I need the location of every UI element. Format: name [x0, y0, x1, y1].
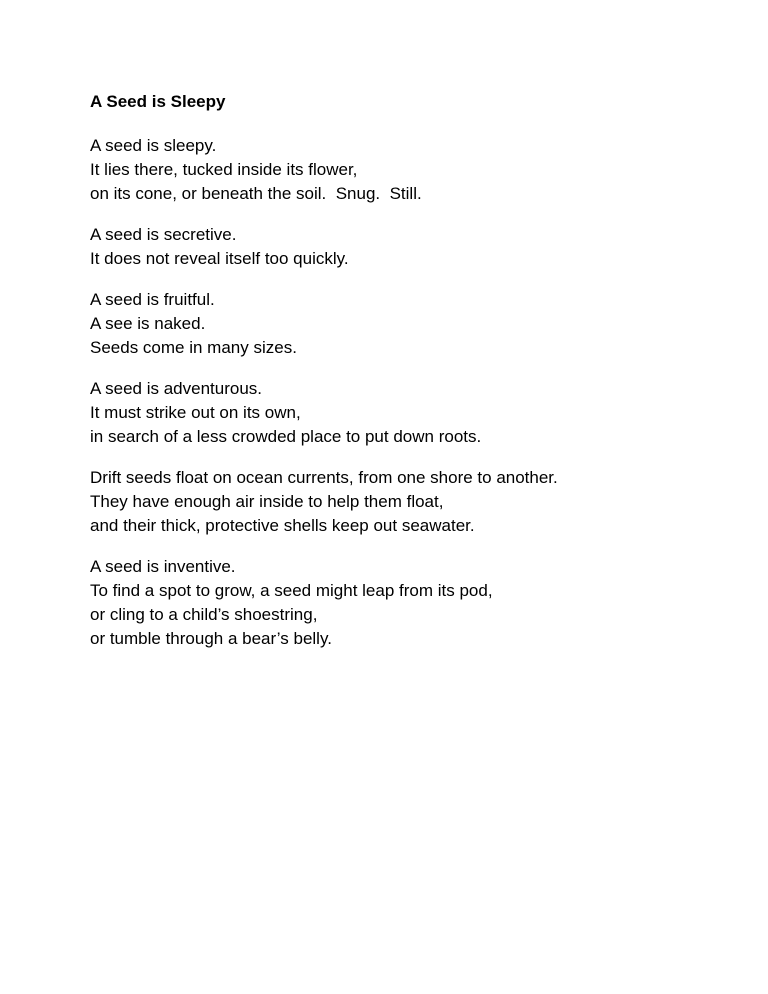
poem-line: Seeds come in many sizes.: [90, 338, 297, 357]
poem-line: To find a spot to grow, a seed might leap from its pod,: [90, 581, 493, 600]
stanza-5: [90, 466, 730, 538]
document-page: [90, 91, 730, 668]
poem-line: A seed is sleepy.: [90, 136, 217, 155]
stanza-4: [90, 377, 730, 449]
poem-line: A seed is secretive.: [90, 225, 237, 244]
poem-line: A seed is inventive.: [90, 557, 236, 576]
poem-line: and their thick, protective shells keep out seawater.: [90, 516, 475, 535]
stanza-2: [90, 223, 730, 271]
poem-line: A see is naked.: [90, 314, 206, 333]
poem-line: They have enough air inside to help them float,: [90, 492, 444, 511]
stanza-1: [90, 134, 730, 206]
poem-line: It must strike out on its own,: [90, 403, 301, 422]
poem-line: in search of a less crowded place to put down roots.: [90, 427, 482, 446]
poem-line: It does not reveal itself too quickly.: [90, 249, 349, 268]
stanza-3: [90, 288, 730, 360]
poem-line: It lies there, tucked inside its flower,: [90, 160, 358, 179]
poem-line: on its cone, or beneath the soil. Snug. Still.: [90, 184, 422, 203]
stanza-6: [90, 555, 730, 651]
poem-line: or tumble through a bear’s belly.: [90, 629, 332, 648]
poem-line: or cling to a child’s shoestring,: [90, 605, 318, 624]
document-title: A Seed is Sleepy: [90, 92, 226, 111]
poem-line: A seed is adventurous.: [90, 379, 263, 398]
poem-line: Drift seeds float on ocean currents, from one shore to another.: [90, 468, 558, 487]
poem-line: A seed is fruitful.: [90, 290, 215, 309]
